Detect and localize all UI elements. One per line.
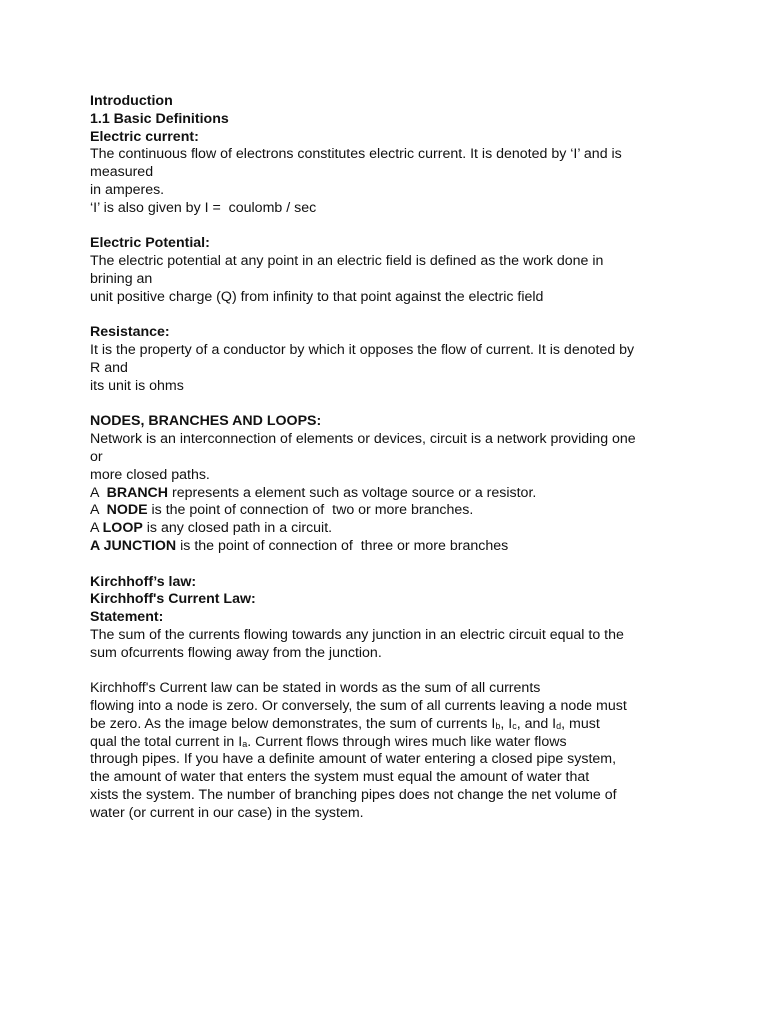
- loop-prefix: A: [90, 520, 103, 537]
- subscript-c: c: [512, 720, 517, 731]
- kcl-paragraph-line-8: water (or current in our case) in the system.: [90, 804, 364, 821]
- current-line-3: in amperes.: [90, 181, 165, 198]
- spacer: [90, 307, 690, 325]
- nodes-title: NODES, BRANCHES AND LOOPS:: [90, 413, 322, 430]
- statement-line-1: The sum of the currents flowing towards any junction in an electric circuit equal to the: [90, 626, 624, 643]
- node-prefix: A: [90, 502, 107, 519]
- resistance-title: Resistance:: [90, 324, 170, 341]
- current-line-2: measured: [90, 164, 154, 181]
- text-segment: be zero. As the image below demonstrates, the sum of currents I: [90, 715, 496, 732]
- spacer: [90, 663, 690, 681]
- text-segment: . Current flows through wires much like water flows: [247, 733, 567, 750]
- loop-definition: [90, 520, 690, 538]
- section-heading: 1.1 Basic Definitions: [90, 110, 229, 127]
- spacer: [90, 218, 690, 236]
- branch-prefix: A: [90, 484, 107, 501]
- branch-term: BRANCH: [106, 484, 169, 501]
- loop-rest: is any closed path in a circuit.: [142, 520, 333, 537]
- junction-term: A JUNCTION: [90, 537, 177, 554]
- potential-line-3: unit positive charge (Q) from infinity to that point against the electric field: [90, 288, 544, 305]
- loop-term: LOOP: [102, 520, 143, 537]
- node-rest: is the point of connection of two or more branches.: [147, 502, 474, 519]
- kcl-paragraph-line-6: the amount of water that enters the system must equal the amount of water that: [90, 769, 590, 786]
- subscript-b: b: [495, 720, 501, 731]
- spacer: [90, 396, 690, 414]
- nodes-line-3: more closed paths.: [90, 466, 210, 483]
- node-definition: [90, 502, 690, 520]
- subscript-d: d: [556, 720, 562, 731]
- text-segment: qual the total current in I: [90, 733, 243, 750]
- kirchhoff-title: Kirchhoff’s law:: [90, 573, 197, 590]
- node-term: NODE: [106, 502, 148, 519]
- kcl-paragraph-line-3: [90, 716, 690, 734]
- text-segment: , and I: [516, 715, 557, 732]
- text-segment: , must: [561, 715, 600, 732]
- kcl-paragraph-line-5: through pipes. If you have a definite amount of water entering a closed pipe system,: [90, 751, 617, 768]
- resistance-line-1: It is the property of a conductor by which it opposes the flow of current. It is denoted by: [90, 342, 635, 359]
- kcl-title: Kirchhoff's Current Law:: [90, 591, 256, 608]
- resistance-line-2: R and: [90, 359, 128, 376]
- kcl-paragraph-line-2: flowing into a node is zero. Or conversely, the sum of all currents leaving a node must: [90, 698, 627, 715]
- potential-title: Electric Potential:: [90, 235, 210, 252]
- spacer: [90, 556, 690, 574]
- junction-definition: [90, 538, 690, 556]
- statement-label: Statement:: [90, 609, 164, 626]
- kcl-paragraph-line-4: [90, 734, 690, 752]
- current-line-1: The continuous flow of electrons constitutes electric current. It is denoted by ‘I’ and is: [90, 146, 622, 163]
- subscript-a: a: [242, 738, 248, 749]
- nodes-line-1: Network is an interconnection of elements or devices, circuit is a network providing one: [90, 431, 636, 448]
- kcl-paragraph-line-7: xists the system. The number of branching pipes does not change the net volume of: [90, 787, 617, 804]
- text-segment: , I: [500, 715, 513, 732]
- current-line-4: ‘I’ is also given by I = coulomb / sec: [90, 199, 317, 216]
- statement-line-2: sum ofcurrents flowing away from the junction.: [90, 644, 382, 661]
- current-title: Electric current:: [90, 128, 199, 145]
- branch-definition: [90, 485, 690, 503]
- branch-rest: represents a element such as voltage source or a resistor.: [168, 484, 537, 501]
- potential-line-1: The electric potential at any point in an electric field is defined as the work done in: [90, 253, 604, 270]
- kcl-paragraph-line-1: Kirchhoff's Current law can be stated in words as the sum of all currents: [90, 680, 541, 697]
- junction-rest: is the point of connection of three or more branches: [176, 537, 509, 554]
- resistance-line-3: its unit is ohms: [90, 377, 184, 394]
- intro-heading: Introduction: [90, 93, 173, 109]
- document-page: [90, 93, 690, 823]
- potential-line-2: brining an: [90, 270, 153, 287]
- nodes-line-2: or: [90, 448, 103, 465]
